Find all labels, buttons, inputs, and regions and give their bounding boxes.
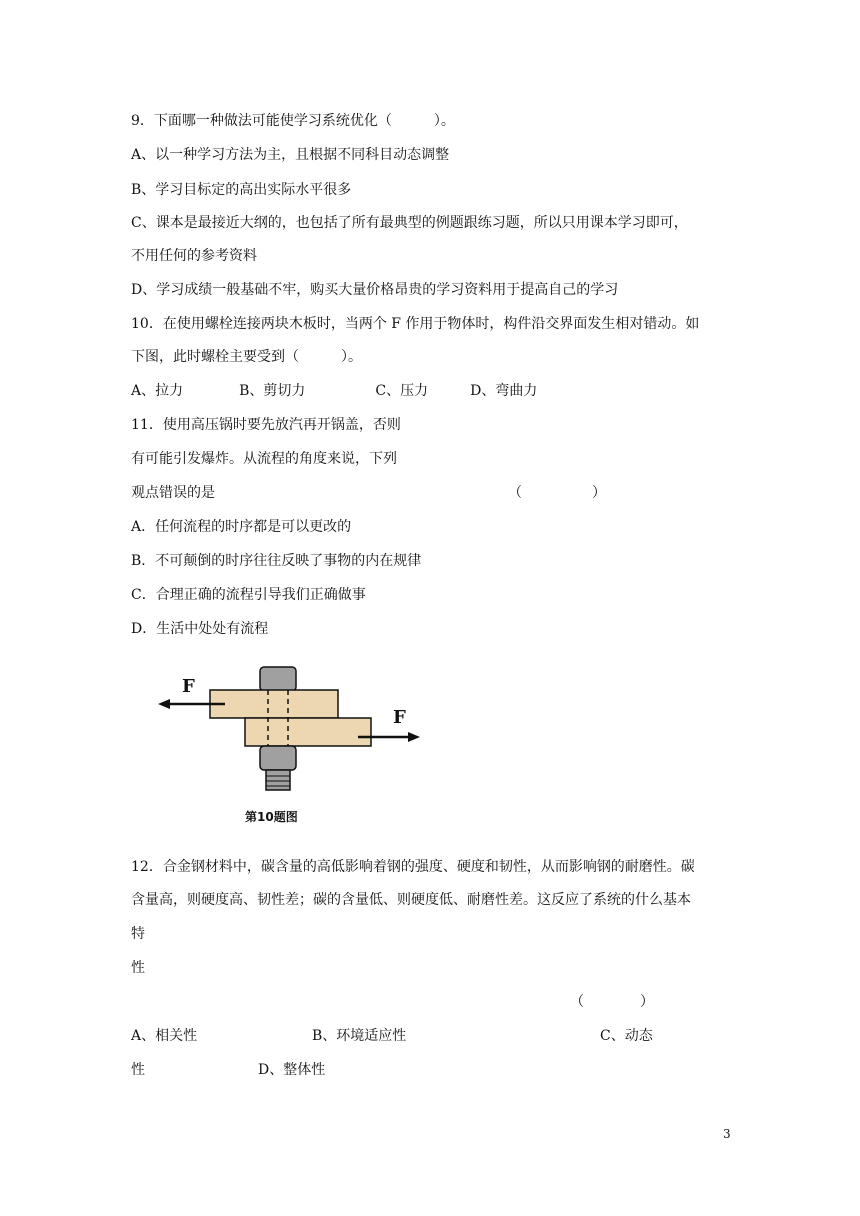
bolt-thread-end	[266, 770, 290, 790]
bolt-head	[260, 667, 296, 691]
q11-option-b: B．不可颠倒的时序往往反映了事物的内在规律	[131, 553, 422, 569]
right-force-arrowhead	[408, 732, 420, 742]
q12-stem-line-1: 12．合金钢材料中，碳含量的高低影响着钢的强度、硬度和韧性，从而影响钢的耐磨性。碳	[131, 859, 695, 875]
q12-answer-blank: （ ）	[570, 994, 654, 1010]
q10-stem-line-2: 下图，此时螺栓主要受到（ ）。	[131, 349, 362, 365]
q12-option-b: B、环境适应性	[312, 1028, 407, 1044]
q11-stem-line-1: 11．使用高压锅时要先放汽再开锅盖，否则	[131, 417, 401, 433]
q9-option-c-continued: 不用任何的参考资料	[131, 248, 257, 264]
q9-option-d: D、学习成绩一般基础不牢，购买大量价格昂贵的学习资料用于提高自己的学习	[131, 282, 619, 298]
upper-plank	[210, 690, 338, 718]
left-force-label: F	[182, 676, 195, 697]
q12-option-c: C、动态	[600, 1028, 653, 1044]
q11-option-d: D．生活中处处有流程	[131, 621, 269, 637]
bolt-nut	[260, 746, 296, 770]
q11-stem-line-2: 有可能引发爆炸。从流程的角度来说，下列	[131, 451, 397, 467]
page-number: 3	[723, 1127, 731, 1141]
q10-options: A、拉力 B、剪切力 C、压力 D、弯曲力	[131, 383, 538, 399]
q12-option-d: D、整体性	[258, 1062, 326, 1078]
lower-plank	[245, 718, 371, 746]
q12-stem-line-3: 特	[131, 926, 145, 942]
q12-option-c-continued: 性	[131, 1062, 145, 1078]
q11-answer-blank: （ ）	[508, 485, 606, 501]
q11-option-a: A．任何流程的时序都是可以更改的	[131, 519, 352, 535]
q11-option-c: C．合理正确的流程引导我们正确做事	[131, 587, 366, 603]
bolt-shear-figure	[150, 662, 440, 832]
q9-option-c: C、课本是最接近大纲的，也包括了所有最典型的例题跟练习题，所以只用课本学习即可，	[131, 215, 688, 231]
q9-option-a: A、以一种学习方法为主，且根据不同科目动态调整	[131, 147, 450, 163]
q9-stem: 9．下面哪一种做法可能使学习系统优化（ ）。	[131, 113, 455, 129]
q9-option-b: B、学习目标定的高出实际水平很多	[131, 182, 352, 198]
q10-stem-line-1: 10．在使用螺栓连接两块木板时，当两个 F 作用于物体时，构件沿交界面发生相对错动。如	[131, 316, 700, 332]
q12-option-a: A、相关性	[131, 1028, 198, 1044]
q12-stem-line-4: 性	[131, 960, 145, 976]
q11-stem-line-3: 观点错误的是	[131, 485, 215, 501]
q12-stem-line-2: 含量高，则硬度高、韧性差；碳的含量低、则硬度低、耐磨性差。这反应了系统的什么基本	[131, 892, 691, 908]
left-force-arrowhead	[158, 699, 170, 709]
right-force-label: F	[393, 707, 406, 728]
figure-caption: 第10题图	[245, 810, 298, 824]
